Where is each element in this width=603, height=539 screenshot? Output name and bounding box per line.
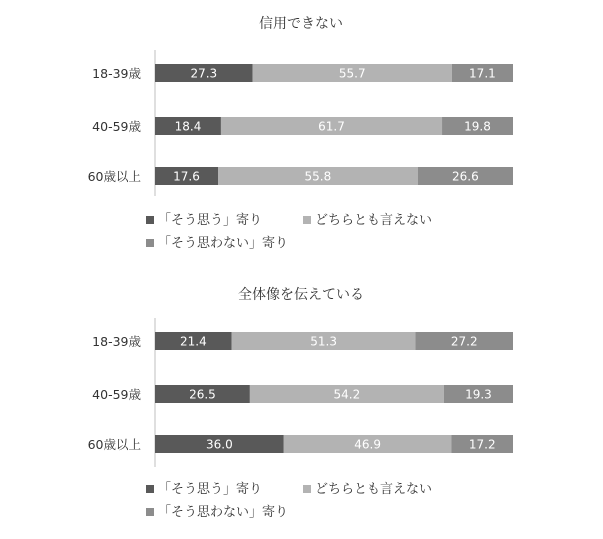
data-label: 51.3 bbox=[310, 334, 337, 349]
data-label: 17.2 bbox=[468, 437, 496, 452]
data-label: 17.6 bbox=[173, 169, 200, 184]
legend-label: 「そう思わない」寄り bbox=[158, 236, 289, 251]
category-label: 40-59歳 bbox=[92, 119, 141, 134]
legend-label: 「そう思う」寄り bbox=[158, 213, 263, 228]
category-label: 18-39歳 bbox=[92, 334, 141, 349]
data-label: 36.0 bbox=[206, 437, 233, 452]
legend-swatch bbox=[146, 239, 154, 247]
legend-label: どちらとも言えない bbox=[315, 213, 433, 228]
data-label: 61.7 bbox=[318, 119, 345, 134]
data-label: 55.8 bbox=[304, 169, 332, 184]
legend-label: 「そう思わない」寄り bbox=[158, 505, 289, 520]
data-label: 26.6 bbox=[452, 169, 479, 184]
data-label: 18.4 bbox=[174, 119, 202, 134]
legend-label: どちらとも言えない bbox=[315, 482, 433, 497]
category-label: 60歳以上 bbox=[87, 169, 141, 184]
category-label: 18-39歳 bbox=[92, 66, 141, 81]
data-label: 46.9 bbox=[354, 437, 381, 452]
category-label: 60歳以上 bbox=[87, 437, 141, 452]
legend-label: 「そう思う」寄り bbox=[158, 482, 263, 497]
data-label: 26.5 bbox=[189, 387, 216, 402]
data-label: 54.2 bbox=[333, 387, 361, 402]
legend-swatch bbox=[146, 508, 154, 516]
legend-swatch bbox=[146, 485, 154, 493]
data-label: 21.4 bbox=[179, 334, 207, 349]
chart-title: 信用できない bbox=[259, 16, 343, 32]
data-label: 17.1 bbox=[469, 66, 496, 81]
data-label: 27.3 bbox=[190, 66, 218, 81]
legend-swatch bbox=[146, 216, 154, 224]
chart-title: 全体像を伝えている bbox=[238, 287, 364, 303]
category-label: 40-59歳 bbox=[92, 387, 141, 402]
data-label: 19.8 bbox=[464, 119, 491, 134]
legend-swatch bbox=[303, 216, 311, 224]
data-label: 55.7 bbox=[338, 66, 366, 81]
data-label: 19.3 bbox=[465, 387, 492, 402]
data-label: 27.2 bbox=[450, 334, 478, 349]
legend-swatch bbox=[303, 485, 311, 493]
